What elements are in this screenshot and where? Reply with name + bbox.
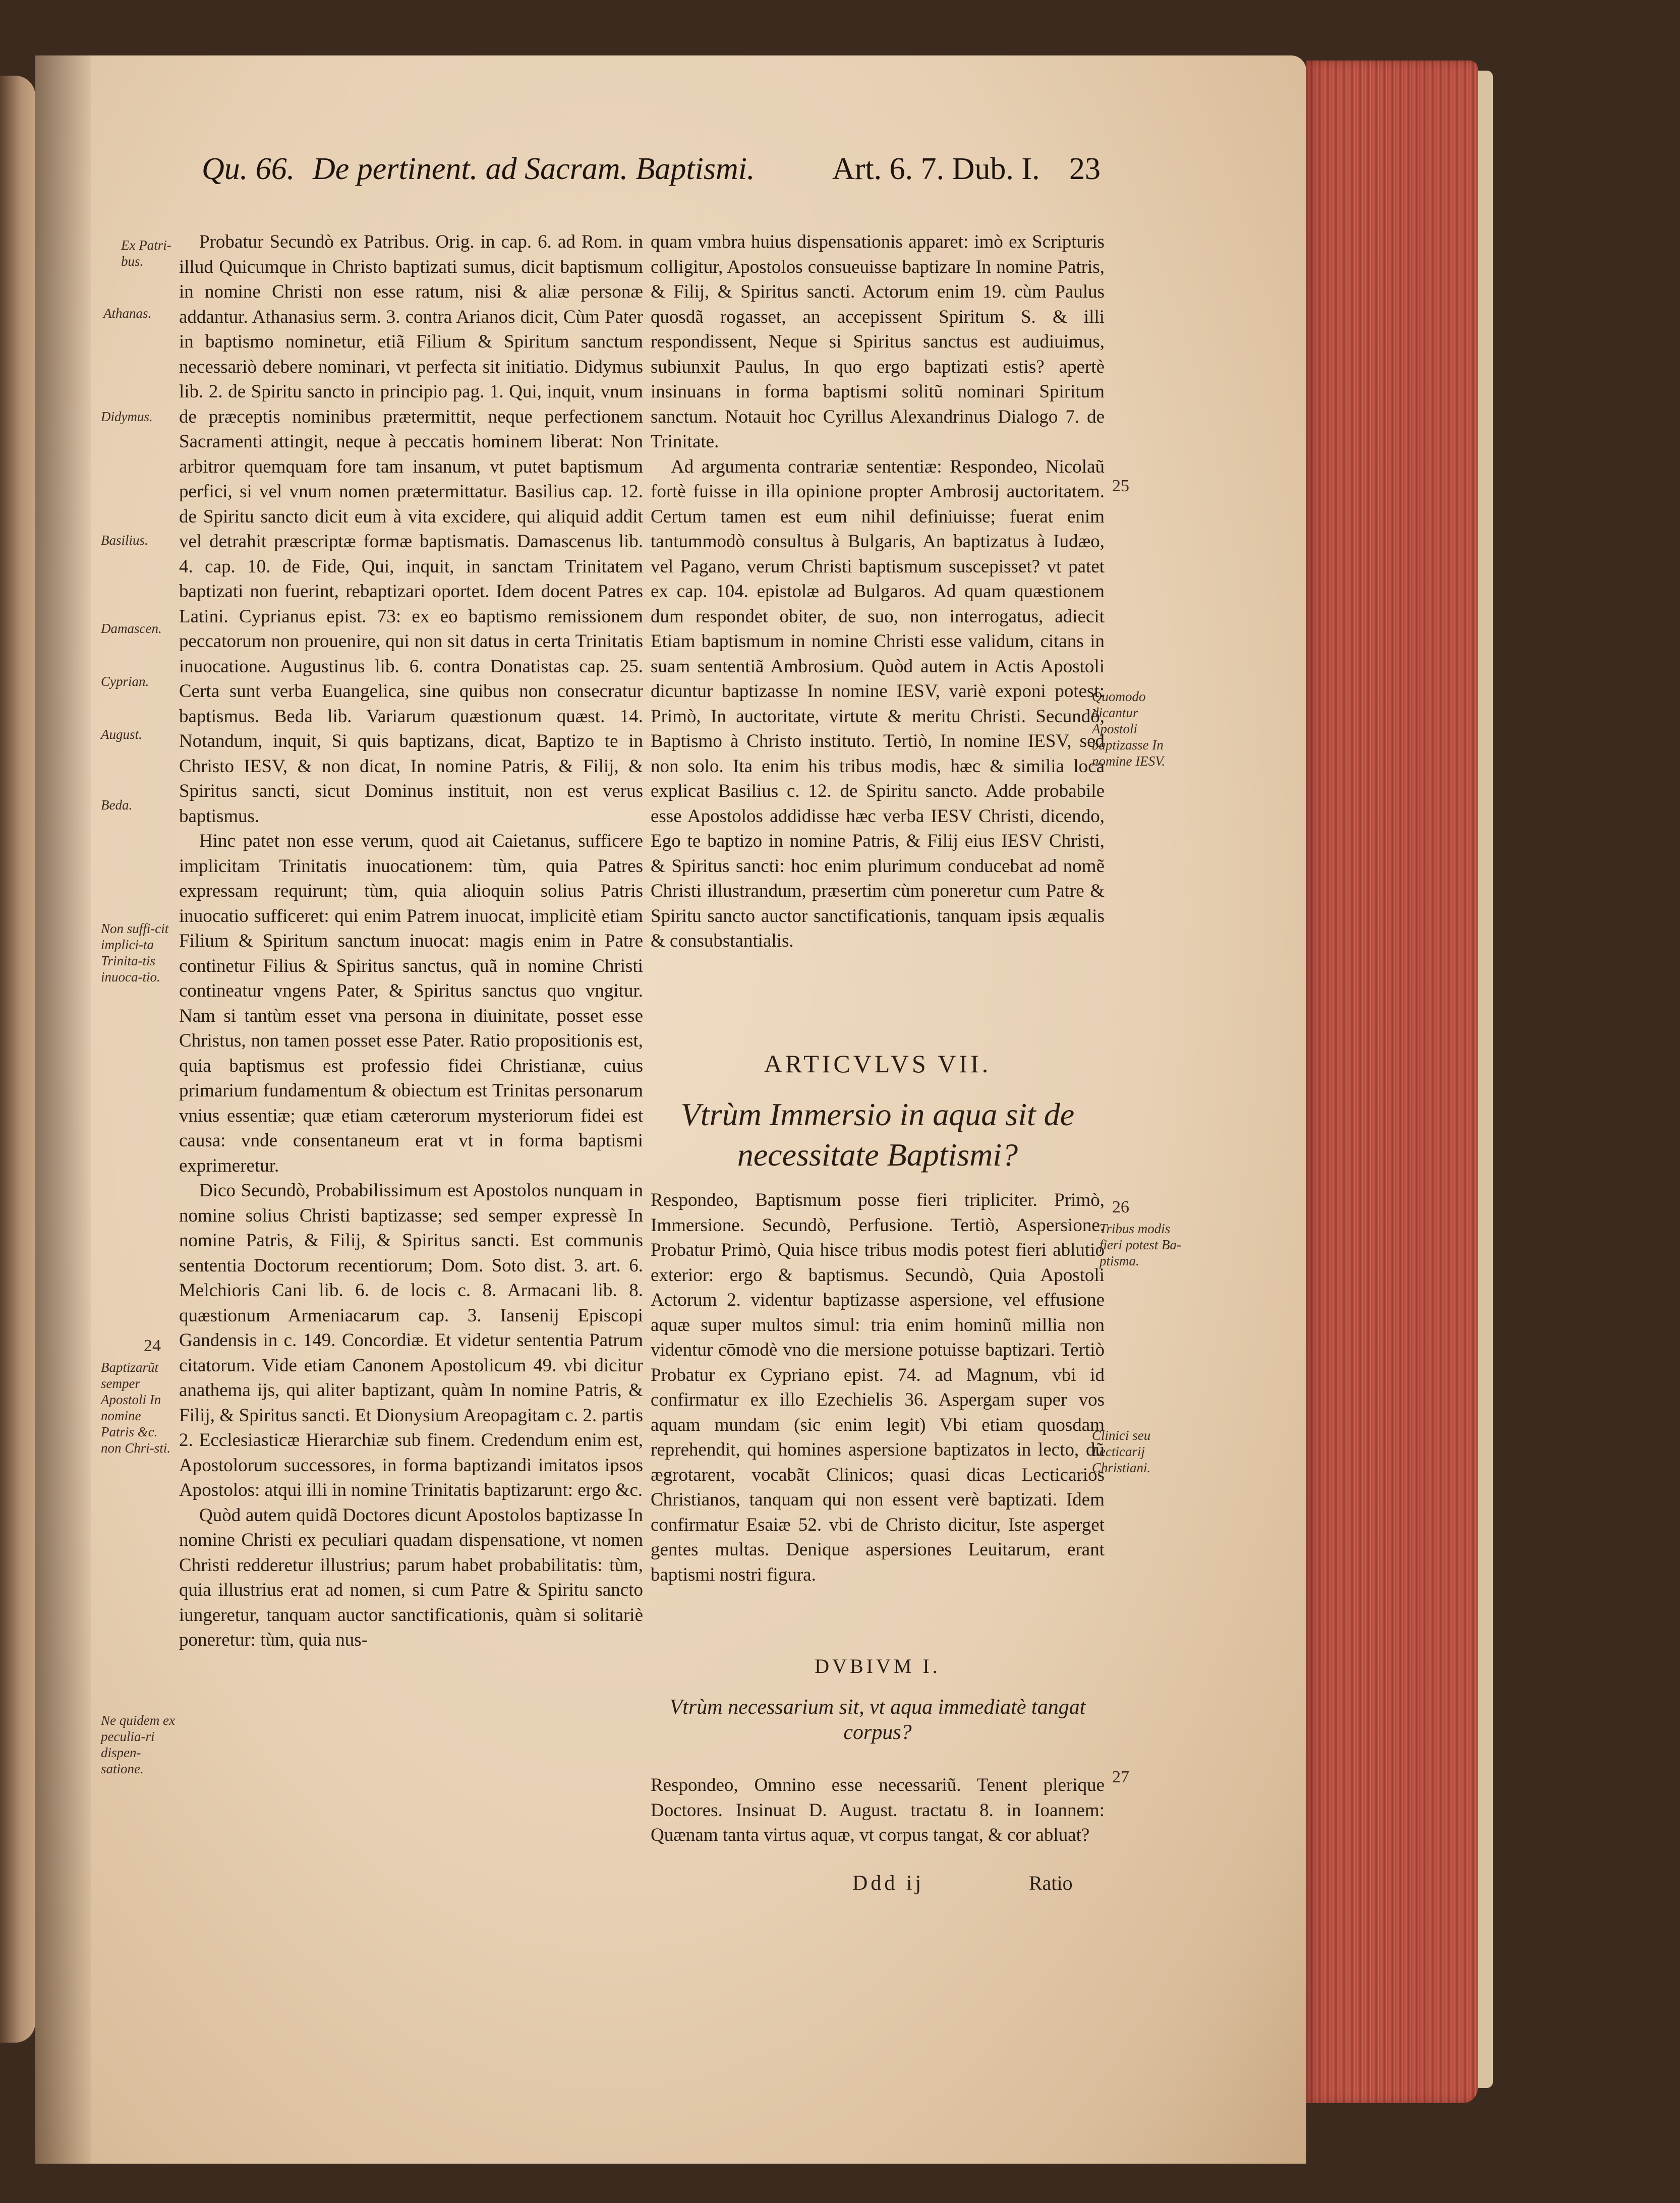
article-title: Vtrùm Immersio in aqua sit de necessitate Baptismi?	[680, 1096, 1075, 1173]
cover-edge	[1478, 71, 1493, 2088]
article-heading: ARTICVLVS VII.	[764, 1050, 992, 1078]
dubium-body	[651, 1773, 1105, 1848]
gutter-shadow	[35, 55, 91, 2164]
margin-note-right: Clinici seu Lecticarij Christiani.	[1092, 1428, 1151, 1475]
margin-note-left: Baptizarũt semper Apostoli In nomine Patris &c. non Chri-sti.	[101, 1360, 171, 1456]
paragraph: Quòd autem quidã Doctores dicunt Apostolos baptizasse In nomine Christi ex peculiari quadam dispensatione, vt nomen Christi redderetur illustrius; parum habet probabilitatis: tùm, quia illustrius erat ad nomen, si cum Patre & Spiritu sancto iungeretur, tanquam auctor sanctificationis, quàm si solitariè poneretur: tùm, quia nus-	[179, 1504, 643, 1650]
margin-note-left: Beda.	[101, 797, 133, 813]
paragraph: quam vmbra huius dispensationis apparet: imò ex Scripturis colligitur, Apostolos consueuisse baptizare In nomine Patris, & Filij, & Spiritus sancti. Actorum enim 19. cùm Paulus quosdã rogasset, an accepissent Spiritum S. & illi respondissent, Neque si Spiritus sanctus est audiuimus, subiunxit Paulus, In quo ergo baptizati estis? apertè insinuans in forma baptismi solitũ nominari Spiritum sanctum. Notauit hoc Cyrillus Alexandrinus Dialogo 7. de Trinitate.	[651, 231, 1105, 452]
page-number: 23	[1069, 152, 1100, 186]
margin-note-left: Cyprian.	[101, 674, 149, 689]
margin-number-right: 26	[1112, 1198, 1129, 1216]
paragraph: Probatur Secundò ex Patribus. Orig. in cap. 6. ad Rom. in illud Quicumque in Christo baptizati sumus, dicit baptismum in nomine Christi non esse ratum, nisi & aliæ personæ addantur. Athanasius serm. 3. contra Arianos dicit, Cùm Pater in baptismo nominetur, etiã Filium & Spiritum sanctum necessariò debere nominari, vt perfecta sit initiatio. Didymus lib. 2. de Spiritu sancto in principio pag. 1. Qui, inquit, vnum de præceptis nominibus prætermittit, neque perfectionem Sacramenti attingit, neque à peccatis hominem liberat: Non arbitror quemquam fore tam insanum, vt putet baptismum perfici, si vel vnum nomen prætermittatur. Basilius cap. 12. de Spiritu sancto dicit eum à vita excidere, qui aliquid addit vel detrahit præscriptæ formæ baptismatis. Damascenus lib. 4. cap. 10. de Fide, Qui, inquit, in sanctam Trinitatem baptizati non fuerint, rebaptizari oportet. Idem docent Patres Latini. Cyprianus epist. 73: ex eo baptismo remissionem peccatorum non prouenire, qui non sit datus in certa Trinitatis inuocatione. Augustinus lib. 6. contra Donatistas cap. 25. Certa sunt verba Euangelica, sine quibus non consecratur baptismus. Beda lib. Variarum quæstionum quæst. 14. Notandum, inquit, Si quis baptizans, dicat, Baptizo te in Christo IESV, & non dicat, In nomine Patris, & Filij, & Spiritus sancti, sicut Dominus instituit, non est verus baptismus.	[179, 231, 643, 827]
margin-note-left: Didymus.	[101, 409, 153, 424]
margin-note-left: Non suffi-cit implici-ta Trinita-tis inuoca-tio.	[101, 921, 169, 984]
paragraph: Respondeo, Omnino esse necessariũ. Tenent plerique Doctores. Insinuat D. August. tractatu 8. in Ioannem: Quænam tanta virtus aquæ, vt corpus tangat, & cor abluat?	[651, 1775, 1105, 1845]
signature-mark: Ddd ij	[852, 1872, 924, 1895]
article-body	[651, 1188, 1105, 1587]
header-title: De pertinent. ad Sacram. Baptismi.	[313, 152, 755, 186]
paragraph: Hinc patet non esse verum, quod ait Caietanus, sufficere implicitam Trinitatis inuocationem: tùm, quia Patres expressam requirunt; tùm, quia alioquin solius Patris inuocatio sufficeret: qui enim Patrem inuocat, implicitè etiam Filium & Spiritum sanctum inuocat: magis enim in Patre continetur Filius & Spiritus sanctus, quã in nomine Christi contineatur vngens Pater, & Spiritus sanctus quo vngitur. Nam si tantùm esset vna persona in diuinitate, posset esse Christus, non tamen posset esse Pater. Ratio propositionis est, quia baptismus est professio fidei Christianæ, cuius primarium fundamentum & obiectum est Trinitas personarum vnius essentiæ; quæ etiam cæterorum mysteriorum fidei est causa: vnde consentaneum erat vt in forma baptismi exprimeretur.	[179, 831, 643, 1176]
margin-number-right: 25	[1112, 477, 1129, 495]
paragraph: Dico Secundò, Probabilissimum est Apostolos nunquam in nomine solius Christi baptizasse; sed semper expressè In nomine Patris, & Filij, & Spiritus sancti. Est communis sententia Doctorum recentiorum; Dom. Soto dist. 3. art. 6. Melchioris Cani lib. 6. de locis c. 8. Armacani lib. 8. quæstionum Armeniacarum cap. 3. Iansenij Episcopi Gandensis in c. 149. Concordiæ. Et videtur sententia Patrum citatorum. Vide etiam Canonem Apostolicum 49. vbi dicitur anathema ijs, qui aliter baptizant, quàm In nomine Patris, & Filij, & Spiritus sancti. Et Dionysium Areopagitam c. 2. partis 2. Ecclesiasticæ Hierarchiæ sub finem. Credendum enim est, Apostolorum successores, in forma baptizandi imitatos ipsos Apostolos: atqui illi in nomine Trinitatis baptizarunt: ergo &c.	[179, 1180, 643, 1500]
facing-page-edge	[0, 76, 35, 2043]
dubium-heading: DVBIVM I.	[815, 1655, 941, 1677]
margin-note-left: Athanas.	[103, 306, 152, 321]
header-article: Art. 6. 7. Dub. I.	[832, 152, 1040, 186]
margin-note-left: August.	[101, 727, 142, 742]
red-fore-edge	[1306, 61, 1478, 2103]
header-question: Qu. 66.	[202, 152, 295, 186]
catchword: Ratio	[1029, 1872, 1073, 1894]
paragraph: Respondeo, Baptismum posse fieri tripliciter. Primò, Immersione. Secundò, Perfusione. Tertiò, Aspersione. Probatur Primò, Quia hisce tribus modis potest fieri ablutio exterior: ergo & baptismus. Secundò, Quia Apostoli Actorum 2. videntur baptizasse aspersione, vel effusione aquæ super multos simul: tria enim hominũ millia non videntur cōmodè vno die mersione potuisse baptizari. Tertiò Probatur ex Cypriano epist. 74. ad Magnum, vbi id confirmatur ex illo Ezechielis 36. Aspergam super vos aquam mundam (sic enim legit) Vbi etiam quosdam reprehendit, qui homines aspersione baptizatos in lecto, dũ ægrotarent, vocabãt Clinicos; quasi dicas Lecticarios Christianos, tanquam qui non essent verè baptizati. Idem confirmatur Esaiæ 52. vbi de Christo dicitur, Iste asperget gentes multas. Denique aspersiones Leuitarum, erant baptismi nostri figura.	[651, 1190, 1105, 1585]
left-column	[179, 229, 643, 1653]
right-column	[651, 229, 1105, 954]
margin-number-right: 27	[1112, 1768, 1129, 1786]
margin-note-left: Ne quidem ex peculia-ri dispen-satione.	[101, 1713, 175, 1776]
paragraph: Ad argumenta contrariæ sententiæ: Respondeo, Nicolaũ fortè fuisse in illa opinione propter Ambrosij auctoritatem. Certum tamen est eum nihil definiuisse; fuerat enim tantummodò consultus à Bulgaris, An baptizatus à Iudæo, vel Pagano, verum Christi baptismum suscepisset? vt patet ex cap. 104. epistolæ ad Bulgaros. Ad quam quæstionem dum respondet obiter, de suo, non interrogatus, adiecit Etiam baptismum in nomine Christi esse validum, citans in suam sententiã Ambrosium. Quòd autem in Actis Apostoli dicuntur baptizasse In nomine IESV, variè exponi potest: Primò, In auctoritate, virtute & meritu Christi. Secundò, Baptismo à Christo instituto. Tertiò, In nomine IESV, sed non solo. Ita enim his tribus modis, hæc & similia loca explicat Basilius c. 12. de Spiritu sancto. Adde probabile esse Apostolos addidisse hæc verba IESV Christi, dicendo, Ego te baptizo in nomine Patris, & Filij eius IESV Christi, & Spiritus sancti: hoc enim plurimum conducebat ad nomẽ Christi illustrandum, præsertim cùm poneretur cum Patre & Spiritu sancto auctor sanctificationis, tanquam ipsis æqualis & consubstantialis.	[651, 456, 1105, 951]
margin-note-right: Quomodo dicantur Apostoli baptizasse In nomine IESV.	[1092, 689, 1165, 769]
margin-note-left: Damascen.	[101, 621, 162, 636]
margin-number-left: 24	[144, 1337, 161, 1355]
margin-note-left: Basilius.	[101, 533, 148, 548]
running-header	[202, 151, 1099, 207]
dubium-title: Vtrùm necessarium sit, vt aqua immediatè tangat corpus?	[669, 1696, 1086, 1744]
margin-note-left: Ex Patri-bus.	[121, 238, 171, 269]
margin-note-right: Tribus modis fieri potest Ba-ptisma.	[1099, 1221, 1181, 1268]
